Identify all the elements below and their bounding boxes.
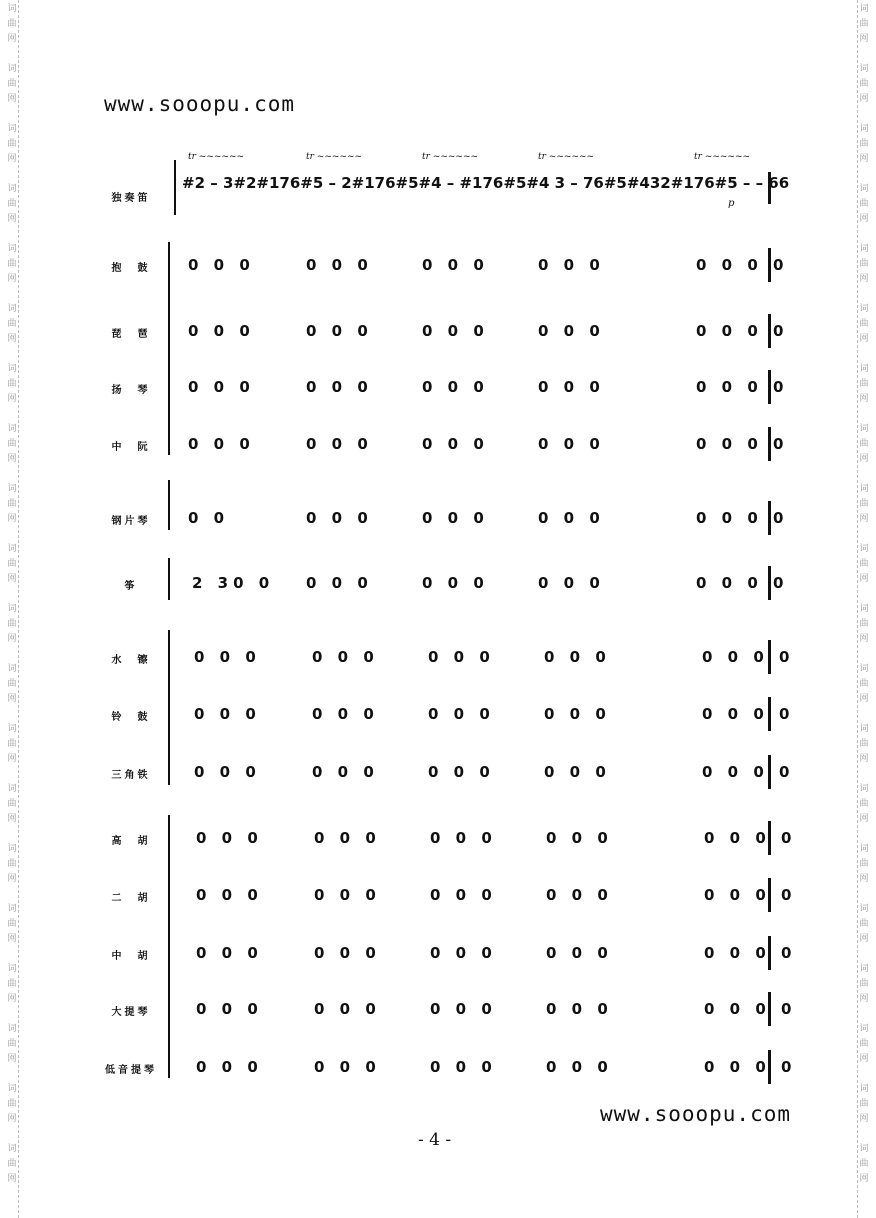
watermark-char: 曲 xyxy=(859,919,869,929)
rest-bar: 0 0 0 0 xyxy=(696,378,789,396)
barline xyxy=(768,314,771,348)
watermark-char: 曲 xyxy=(7,139,17,149)
watermark-char: 网 xyxy=(859,574,869,584)
watermark-char: 网 xyxy=(7,634,17,644)
rest-bar: 0 0 0 xyxy=(422,574,489,592)
watermark-char: 词 xyxy=(859,184,869,194)
watermark-char: 曲 xyxy=(859,79,869,89)
watermark-char: 网 xyxy=(7,394,17,404)
group-bracket xyxy=(168,815,170,1078)
instrument-label: 水 镲 xyxy=(111,655,151,666)
watermark-char: 词 xyxy=(7,724,17,734)
trill-mark: tr ~~~~~~ xyxy=(306,152,363,162)
watermark-char: 词 xyxy=(859,244,869,254)
barline xyxy=(768,566,771,600)
watermark-char: 网 xyxy=(7,154,17,164)
barline xyxy=(768,992,771,1026)
group-bracket xyxy=(168,480,170,530)
instrument-label: 铃 鼓 xyxy=(111,712,151,723)
watermark-char: 曲 xyxy=(859,559,869,569)
watermark-char: 词 xyxy=(859,4,869,14)
rest-bar: 0 0 0 0 xyxy=(704,886,797,904)
rest-bar: 0 0 0 xyxy=(544,763,611,781)
rest-bar: 0 0 0 xyxy=(306,256,373,274)
watermark-char: 曲 xyxy=(7,439,17,449)
watermark-char: 词 xyxy=(859,724,869,734)
watermark-char: 网 xyxy=(7,754,17,764)
rest-bar: 0 0 0 xyxy=(314,1000,381,1018)
watermark-char: 词 xyxy=(859,424,869,434)
watermark-char: 词 xyxy=(7,304,17,314)
rest-bar: 0 0 0 xyxy=(306,435,373,453)
instrument-label: 中 阮 xyxy=(111,442,151,453)
rest-bar: 0 0 0 xyxy=(422,378,489,396)
watermark-char: 曲 xyxy=(7,559,17,569)
rest-bar: 0 0 0 0 xyxy=(696,256,789,274)
rest-bar: 0 0 0 0 xyxy=(702,648,795,666)
barline xyxy=(768,640,771,674)
barline xyxy=(768,755,771,789)
watermark-char: 词 xyxy=(859,604,869,614)
barline xyxy=(768,821,771,855)
barline xyxy=(768,248,771,282)
rest-bar: 0 0 0 xyxy=(196,886,263,904)
watermark-char: 曲 xyxy=(859,19,869,29)
rest-bar: 0 0 0 0 xyxy=(696,435,789,453)
watermark-char: 曲 xyxy=(859,859,869,869)
header-site-url: www.sooopu.com xyxy=(104,92,296,116)
watermark-char: 网 xyxy=(859,874,869,884)
watermark-char: 曲 xyxy=(7,19,17,29)
rest-bar: 0 0 0 xyxy=(546,886,613,904)
watermark-char: 词 xyxy=(859,784,869,794)
watermark-char: 词 xyxy=(7,244,17,254)
watermark-char: 网 xyxy=(7,874,17,884)
rest-bar: 0 0 0 xyxy=(546,829,613,847)
watermark-char: 词 xyxy=(7,544,17,554)
watermark-char: 曲 xyxy=(859,139,869,149)
watermark-char: 词 xyxy=(7,604,17,614)
watermark-char: 词 xyxy=(859,1024,869,1034)
watermark-char: 网 xyxy=(7,1174,17,1184)
trill-mark: tr ~~~~~~ xyxy=(538,152,595,162)
watermark-char: 词 xyxy=(7,124,17,134)
rest-bar: 0 0 0 xyxy=(430,886,497,904)
rest-bar: 0 0 0 xyxy=(538,435,605,453)
watermark-char: 网 xyxy=(7,334,17,344)
watermark-char: 网 xyxy=(7,1054,17,1064)
watermark-char: 词 xyxy=(7,784,17,794)
watermark-char: 曲 xyxy=(859,259,869,269)
watermark-char: 词 xyxy=(7,904,17,914)
rest-bar: 0 0 0 xyxy=(194,763,261,781)
rest-bar: 0 0 0 xyxy=(430,1000,497,1018)
watermark-char: 词 xyxy=(859,904,869,914)
rest-bar: 0 0 0 xyxy=(546,1058,613,1076)
watermark-char: 词 xyxy=(7,1144,17,1154)
rest-bar: 0 0 0 xyxy=(422,435,489,453)
watermark-char: 曲 xyxy=(7,679,17,689)
rest-bar: 0 0 0 xyxy=(428,648,495,666)
watermark-char: 词 xyxy=(859,844,869,854)
watermark-char: 曲 xyxy=(859,379,869,389)
watermark-char: 网 xyxy=(859,934,869,944)
watermark-char: 曲 xyxy=(7,1159,17,1169)
rest-bar: 0 0 0 0 xyxy=(702,705,795,723)
instrument-label: 大提琴 xyxy=(111,1007,151,1018)
group-bracket xyxy=(168,242,170,455)
rest-bar: 0 0 0 xyxy=(544,705,611,723)
watermark-char: 词 xyxy=(7,484,17,494)
watermark-char: 曲 xyxy=(7,319,17,329)
rest-bar: 0 0 0 0 xyxy=(702,763,795,781)
watermark-char: 曲 xyxy=(859,1099,869,1109)
watermark-char: 网 xyxy=(859,754,869,764)
rest-bar: 0 0 0 0 xyxy=(696,509,789,527)
rest-bar: 0 0 0 xyxy=(194,705,261,723)
rest-bar: 0 0 0 xyxy=(538,322,605,340)
watermark-char: 网 xyxy=(859,1054,869,1064)
barline xyxy=(768,936,771,970)
rest-bar: 0 0 0 0 xyxy=(704,1000,797,1018)
watermark-char: 网 xyxy=(859,994,869,1004)
watermark-char: 网 xyxy=(859,1114,869,1124)
watermark-char: 词 xyxy=(859,364,869,374)
watermark-char: 曲 xyxy=(7,799,17,809)
rest-bar: 0 0 0 xyxy=(188,435,255,453)
watermark-char: 曲 xyxy=(7,739,17,749)
watermark-char: 曲 xyxy=(7,259,17,269)
celesta-chord-bar: 0 0 xyxy=(188,509,230,527)
barline xyxy=(768,427,771,461)
watermark-char: 网 xyxy=(859,34,869,44)
rest-bar: 0 0 0 xyxy=(188,378,255,396)
zheng-glissando-bar: 2 30 0 xyxy=(192,574,275,592)
watermark-char: 词 xyxy=(859,64,869,74)
watermark-char: 词 xyxy=(859,124,869,134)
rest-bar: 0 0 0 xyxy=(314,829,381,847)
rest-bar: 0 0 0 xyxy=(306,574,373,592)
rest-bar: 0 0 0 xyxy=(312,763,379,781)
watermark-char: 曲 xyxy=(7,979,17,989)
instrument-label: 抱 鼓 xyxy=(111,263,151,274)
watermark-char: 词 xyxy=(7,664,17,674)
watermark-char: 曲 xyxy=(7,859,17,869)
watermark-char: 词 xyxy=(859,664,869,674)
watermark-char: 曲 xyxy=(859,199,869,209)
watermark-char: 网 xyxy=(7,454,17,464)
watermark-char: 网 xyxy=(859,274,869,284)
rest-bar: 0 0 0 xyxy=(546,944,613,962)
watermark-char: 曲 xyxy=(859,499,869,509)
watermark-char: 网 xyxy=(859,814,869,824)
rest-bar: 0 0 0 xyxy=(538,256,605,274)
instrument-label: 扬 琴 xyxy=(111,385,151,396)
rest-bar: 0 0 0 xyxy=(188,256,255,274)
rest-bar: 0 0 0 xyxy=(306,509,373,527)
rest-bar: 0 0 0 xyxy=(196,829,263,847)
watermark-char: 词 xyxy=(859,964,869,974)
barline xyxy=(768,1050,771,1084)
barline xyxy=(768,370,771,404)
watermark-char: 词 xyxy=(7,1024,17,1034)
watermark-char: 网 xyxy=(859,634,869,644)
system-bracket xyxy=(174,160,176,215)
rest-bar: 0 0 0 xyxy=(194,648,261,666)
watermark-char: 网 xyxy=(859,94,869,104)
watermark-char: 曲 xyxy=(7,919,17,929)
watermark-char: 网 xyxy=(859,454,869,464)
watermark-char: 曲 xyxy=(7,619,17,629)
watermark-char: 曲 xyxy=(859,679,869,689)
watermark-char: 网 xyxy=(859,514,869,524)
watermark-char: 网 xyxy=(7,694,17,704)
watermark-char: 曲 xyxy=(859,739,869,749)
watermark-char: 曲 xyxy=(859,319,869,329)
group-bracket xyxy=(168,630,170,785)
watermark-char: 网 xyxy=(7,94,17,104)
solo-instrument-label: 独奏笛 xyxy=(111,193,151,204)
watermark-char: 网 xyxy=(7,994,17,1004)
rest-bar: 0 0 0 xyxy=(538,509,605,527)
rest-bar: 0 0 0 xyxy=(538,574,605,592)
watermark-char: 网 xyxy=(7,34,17,44)
rest-bar: 0 0 0 xyxy=(312,648,379,666)
rest-bar: 0 0 0 xyxy=(422,322,489,340)
rest-bar: 0 0 0 0 xyxy=(696,574,789,592)
watermark-char: 曲 xyxy=(7,379,17,389)
watermark-char: 曲 xyxy=(859,979,869,989)
watermark-char: 曲 xyxy=(7,1099,17,1109)
barline xyxy=(768,878,771,912)
rest-bar: 0 0 0 xyxy=(188,322,255,340)
watermark-char: 网 xyxy=(859,214,869,224)
instrument-label: 筝 xyxy=(124,581,138,592)
rest-bar: 0 0 0 0 xyxy=(696,322,789,340)
solo-melody: #2 – 3#2#176#5 – 2#176#5#4 – #176#5#4 3 – 76#5#432#176#5 – – 66 xyxy=(182,174,790,192)
rest-bar: 0 0 0 xyxy=(538,378,605,396)
rest-bar: 0 0 0 xyxy=(306,378,373,396)
rest-bar: 0 0 0 xyxy=(430,944,497,962)
rest-bar: 0 0 0 xyxy=(314,886,381,904)
page-number: - 4 - xyxy=(418,1130,452,1150)
rest-bar: 0 0 0 xyxy=(428,763,495,781)
group-bracket xyxy=(168,558,170,600)
rest-bar: 0 0 0 xyxy=(306,322,373,340)
rest-bar: 0 0 0 xyxy=(196,944,263,962)
rest-bar: 0 0 0 xyxy=(428,705,495,723)
instrument-label: 琵 琶 xyxy=(111,329,151,340)
watermark-char: 词 xyxy=(7,844,17,854)
watermark-char: 曲 xyxy=(859,1159,869,1169)
watermark-char: 词 xyxy=(7,1084,17,1094)
watermark-char: 曲 xyxy=(7,199,17,209)
dynamic-mark: p xyxy=(728,198,735,209)
rest-bar: 0 0 0 xyxy=(422,256,489,274)
watermark-char: 曲 xyxy=(859,439,869,449)
instrument-label: 低音提琴 xyxy=(105,1065,157,1076)
watermark-char: 网 xyxy=(7,574,17,584)
watermark-char: 网 xyxy=(859,334,869,344)
watermark-char: 曲 xyxy=(7,499,17,509)
rest-bar: 0 0 0 xyxy=(314,1058,381,1076)
instrument-label: 三角铁 xyxy=(111,770,151,781)
watermark-char: 词 xyxy=(859,1144,869,1154)
instrument-label: 钢片琴 xyxy=(111,516,151,527)
watermark-char: 网 xyxy=(859,694,869,704)
watermark-char: 网 xyxy=(859,1174,869,1184)
trill-mark: tr ~~~~~~ xyxy=(694,152,751,162)
watermark-char: 词 xyxy=(7,964,17,974)
instrument-label: 高 胡 xyxy=(111,836,151,847)
trill-mark: tr ~~~~~~ xyxy=(422,152,479,162)
trill-mark: tr ~~~~~~ xyxy=(188,152,245,162)
footer-site-url: www.sooopu.com xyxy=(600,1102,792,1126)
rest-bar: 0 0 0 0 xyxy=(704,944,797,962)
rest-bar: 0 0 0 xyxy=(312,705,379,723)
watermark-char: 词 xyxy=(859,484,869,494)
watermark-char: 词 xyxy=(7,364,17,374)
instrument-label: 中 胡 xyxy=(111,951,151,962)
rest-bar: 0 0 0 xyxy=(314,944,381,962)
watermark-char: 曲 xyxy=(7,79,17,89)
barline xyxy=(768,172,771,204)
watermark-char: 词 xyxy=(7,184,17,194)
watermark-char: 词 xyxy=(7,64,17,74)
barline xyxy=(768,501,771,535)
watermark-char: 词 xyxy=(7,424,17,434)
watermark-char: 网 xyxy=(859,154,869,164)
watermark-char: 网 xyxy=(7,214,17,224)
rest-bar: 0 0 0 0 xyxy=(704,1058,797,1076)
watermark-char: 词 xyxy=(859,544,869,554)
rest-bar: 0 0 0 xyxy=(544,648,611,666)
watermark-char: 曲 xyxy=(859,1039,869,1049)
rest-bar: 0 0 0 xyxy=(196,1000,263,1018)
watermark-char: 词 xyxy=(7,4,17,14)
watermark-char: 曲 xyxy=(859,799,869,809)
watermark-char: 网 xyxy=(7,514,17,524)
rest-bar: 0 0 0 xyxy=(430,1058,497,1076)
watermark-char: 曲 xyxy=(859,619,869,629)
watermark-char: 网 xyxy=(7,274,17,284)
instrument-label: 二 胡 xyxy=(111,893,151,904)
watermark-char: 词 xyxy=(859,304,869,314)
watermark-char: 曲 xyxy=(7,1039,17,1049)
watermark-char: 网 xyxy=(7,814,17,824)
barline xyxy=(768,697,771,731)
rest-bar: 0 0 0 0 xyxy=(704,829,797,847)
watermark-char: 词 xyxy=(859,1084,869,1094)
watermark-char: 网 xyxy=(7,934,17,944)
rest-bar: 0 0 0 xyxy=(196,1058,263,1076)
rest-bar: 0 0 0 xyxy=(422,509,489,527)
watermark-char: 网 xyxy=(7,1114,17,1124)
rest-bar: 0 0 0 xyxy=(546,1000,613,1018)
rest-bar: 0 0 0 xyxy=(430,829,497,847)
watermark-char: 网 xyxy=(859,394,869,404)
